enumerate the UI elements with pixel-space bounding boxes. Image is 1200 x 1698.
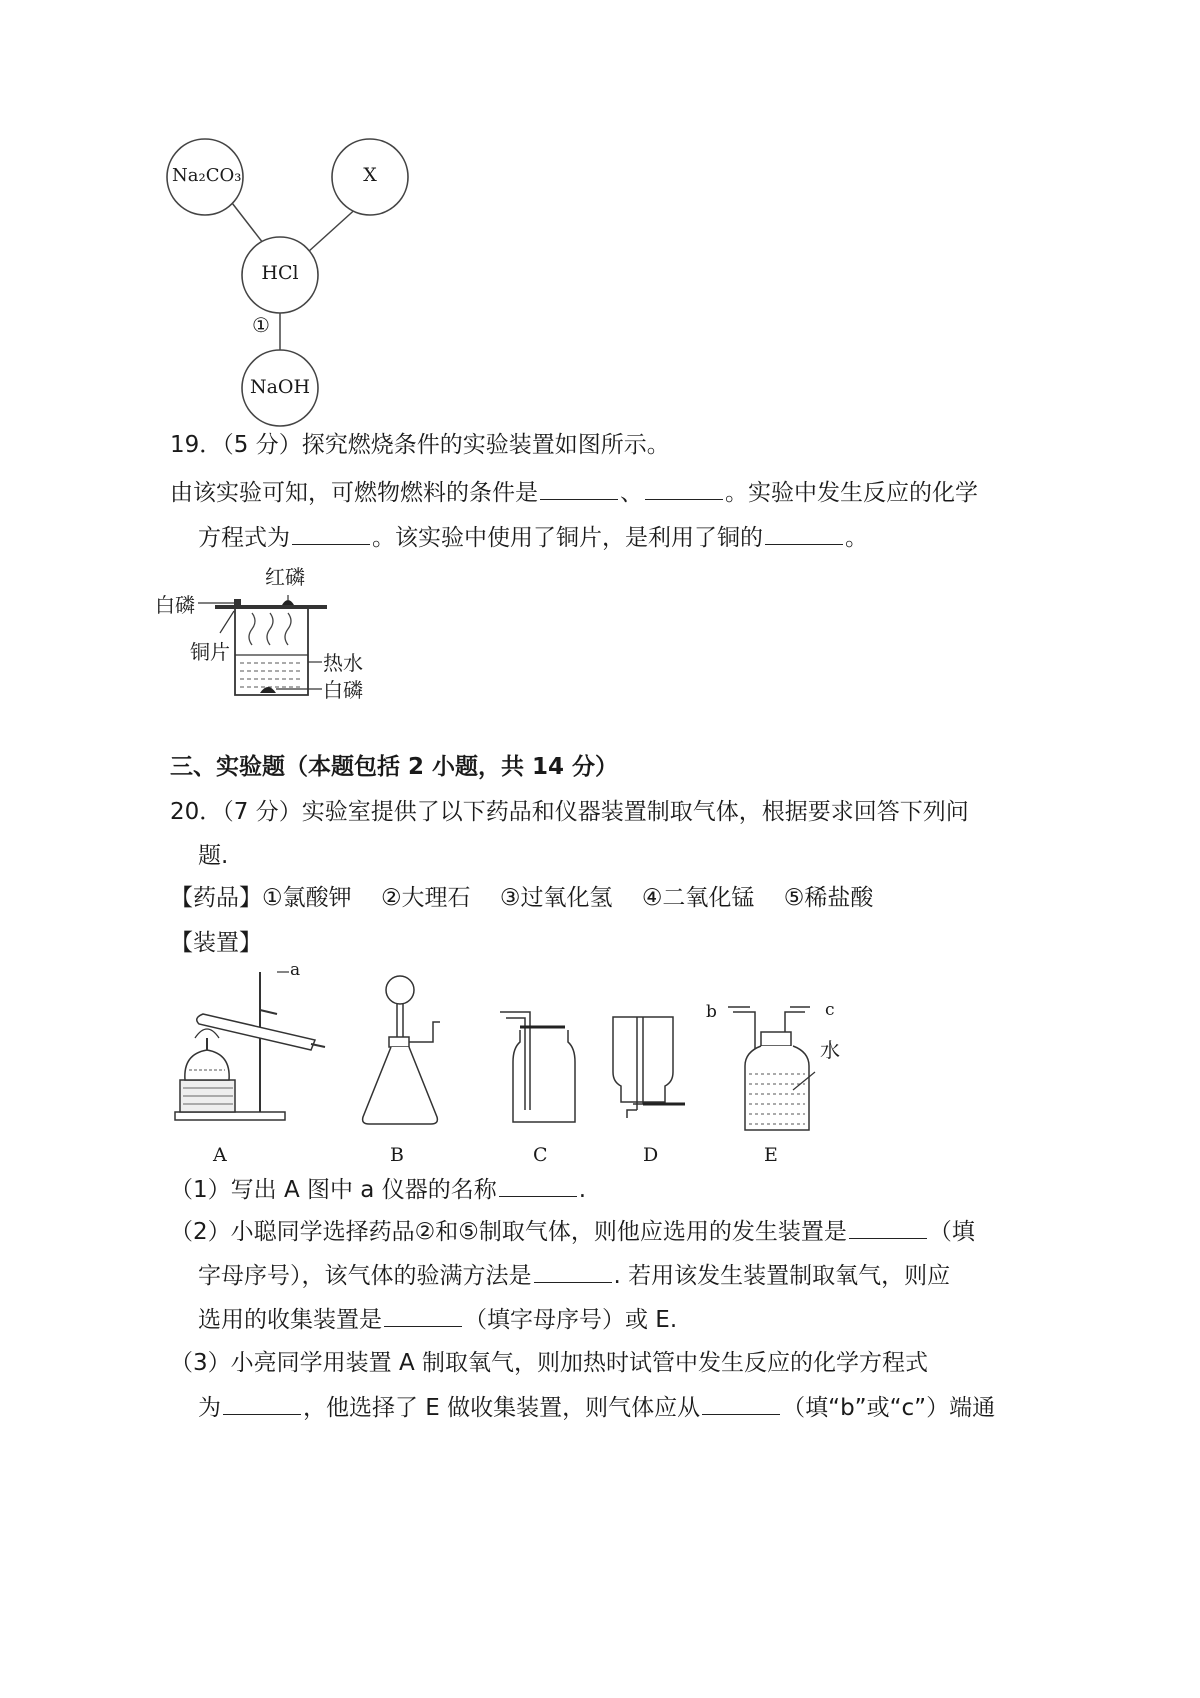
section-heading: 三、实验题（本题包括 2 小题，共 14 分）	[170, 754, 619, 780]
annot-water: 水	[820, 1038, 840, 1062]
label-white-phosphorus-bottom: 白磷	[323, 678, 363, 702]
answer-blank[interactable]	[384, 1304, 462, 1327]
apparatus-heading: 【装置】	[170, 930, 262, 956]
reagents-line: 【药品】①氯酸钾 ②大理石 ③过氧化氢 ④二氧化锰 ⑤稀盐酸	[170, 885, 874, 911]
answer-blank[interactable]	[765, 522, 843, 545]
apparatus-figure	[165, 962, 865, 1137]
apparatus-label-e: E	[764, 1144, 778, 1166]
apparatus-label-a: A	[213, 1144, 227, 1166]
q20-part1: （1）写出 A 图中 a 仪器的名称 .	[170, 1174, 586, 1205]
node-naoh-label: NaOH	[249, 376, 311, 398]
annot-c: c	[825, 1000, 835, 1020]
q20-part2-line2: 字母序号），该气体的验满方法是 . 若用该发生装置制取氧气，则应	[198, 1260, 950, 1291]
node-na2co3-label: Na₂CO₃	[172, 165, 242, 186]
apparatus-d	[613, 1017, 685, 1118]
annot-b: b	[706, 1002, 717, 1022]
answer-blank[interactable]	[702, 1392, 780, 1415]
node-hcl-label: HCl	[261, 262, 299, 284]
label-hot-water: 热水	[323, 651, 363, 675]
apparatus-label-b: B	[390, 1144, 404, 1166]
apparatus-label-d: D	[643, 1144, 659, 1166]
q20-part3-line1: （3）小亮同学用装置 A 制取氧气，则加热时试管中发生反应的化学方程式	[170, 1350, 928, 1376]
q20-part3-line2: 为 ，他选择了 E 做收集装置，则气体应从 （填“b”或“c”）端通	[198, 1392, 995, 1423]
answer-blank[interactable]	[540, 477, 618, 500]
answer-blank[interactable]	[645, 477, 723, 500]
answer-blank[interactable]	[223, 1392, 301, 1415]
q20-part2-line1: （2）小聪同学选择药品②和⑤制取气体，则他应选用的发生装置是 （填	[170, 1216, 975, 1247]
answer-blank[interactable]	[849, 1216, 927, 1239]
answer-blank[interactable]	[292, 522, 370, 545]
annot-a: a	[290, 960, 301, 980]
q19-title: 19．（5 分）探究燃烧条件的实验装置如图所示。	[170, 432, 670, 458]
apparatus-e	[728, 1007, 815, 1130]
label-white-phosphorus-top: 白磷	[155, 593, 195, 617]
answer-blank[interactable]	[499, 1174, 577, 1197]
apparatus-a	[175, 972, 325, 1120]
label-red-phosphorus: 红磷	[265, 565, 305, 589]
node-x-label: X	[363, 164, 377, 186]
apparatus-c	[500, 1012, 575, 1122]
apparatus-label-c: C	[533, 1144, 548, 1166]
label-copper-plate: 铜片	[190, 640, 230, 664]
edge-label: ①	[252, 313, 270, 337]
q20-title-line2: 题.	[198, 843, 229, 869]
answer-blank[interactable]	[534, 1260, 612, 1283]
apparatus-b	[363, 976, 440, 1124]
q19-line2: 方程式为 。该实验中使用了铜片，是利用了铜的 。	[198, 522, 868, 553]
q19-line1: 由该实验可知，可燃物燃料的条件是 、 。实验中发生反应的化学	[170, 477, 978, 508]
q20-title-line1: 20．（7 分）实验室提供了以下药品和仪器装置制取气体，根据要求回答下列问	[170, 799, 969, 825]
q20-part2-line3: 选用的收集装置是 （填字母序号）或 E.	[198, 1304, 677, 1335]
